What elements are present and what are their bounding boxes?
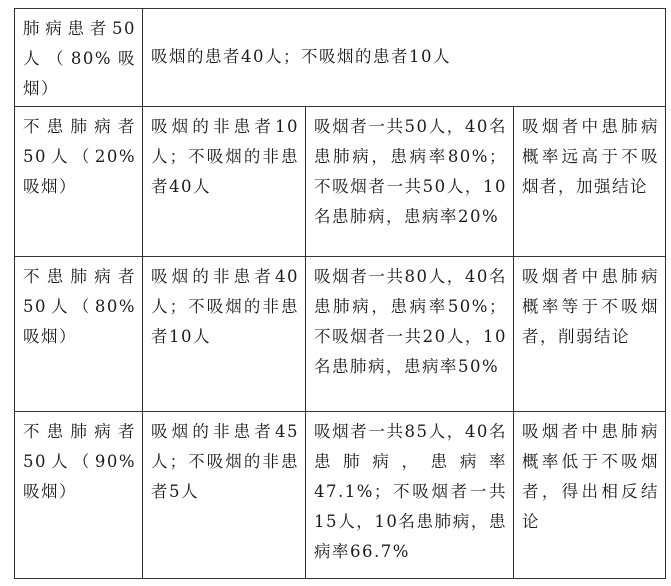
- smoking-lung-disease-table: [14, 8, 666, 579]
- split-cell: 吸烟的非患者10人；不吸烟的非患者40人: [143, 106, 306, 256]
- table-row: [15, 256, 666, 411]
- group-cell: 不患肺病者50人（80%吸烟）: [15, 256, 143, 411]
- split-cell: 吸烟的非患者45人；不吸烟的非患者5人: [143, 412, 306, 579]
- group-cell: 肺病患者50人（80%吸烟）: [15, 9, 143, 107]
- conclusion-cell: 吸烟者中患肺病概率等于不吸烟者，削弱结论: [514, 256, 666, 411]
- merged-cell: 吸烟的患者40人；不吸烟的患者10人: [143, 9, 666, 107]
- calc-cell: 吸烟者一共85人，40名患肺病，患病率47.1%；不吸烟者一共15人，10名患肺病，患病率66.7%: [306, 412, 514, 579]
- conclusion-cell: 吸烟者中患肺病概率低于不吸烟者，得出相反结论: [514, 412, 666, 579]
- calc-cell: 吸烟者一共80人，40名患肺病，患病率50%；不吸烟者一共20人，10名患肺病，患病率50%: [306, 256, 514, 411]
- table-row: [15, 106, 666, 256]
- group-cell: 不患肺病者50人（20%吸烟）: [15, 106, 143, 256]
- calc-cell: 吸烟者一共50人，40名患肺病，患病率80%；不吸烟者一共50人，10名患肺病，患病率20%: [306, 106, 514, 256]
- conclusion-cell: 吸烟者中患肺病概率远高于不吸烟者，加强结论: [514, 106, 666, 256]
- group-cell: 不患肺病者50人（90%吸烟）: [15, 412, 143, 579]
- table-row: [15, 412, 666, 579]
- split-cell: 吸烟的非患者40人；不吸烟的非患者10人: [143, 256, 306, 411]
- table-row: [15, 9, 666, 107]
